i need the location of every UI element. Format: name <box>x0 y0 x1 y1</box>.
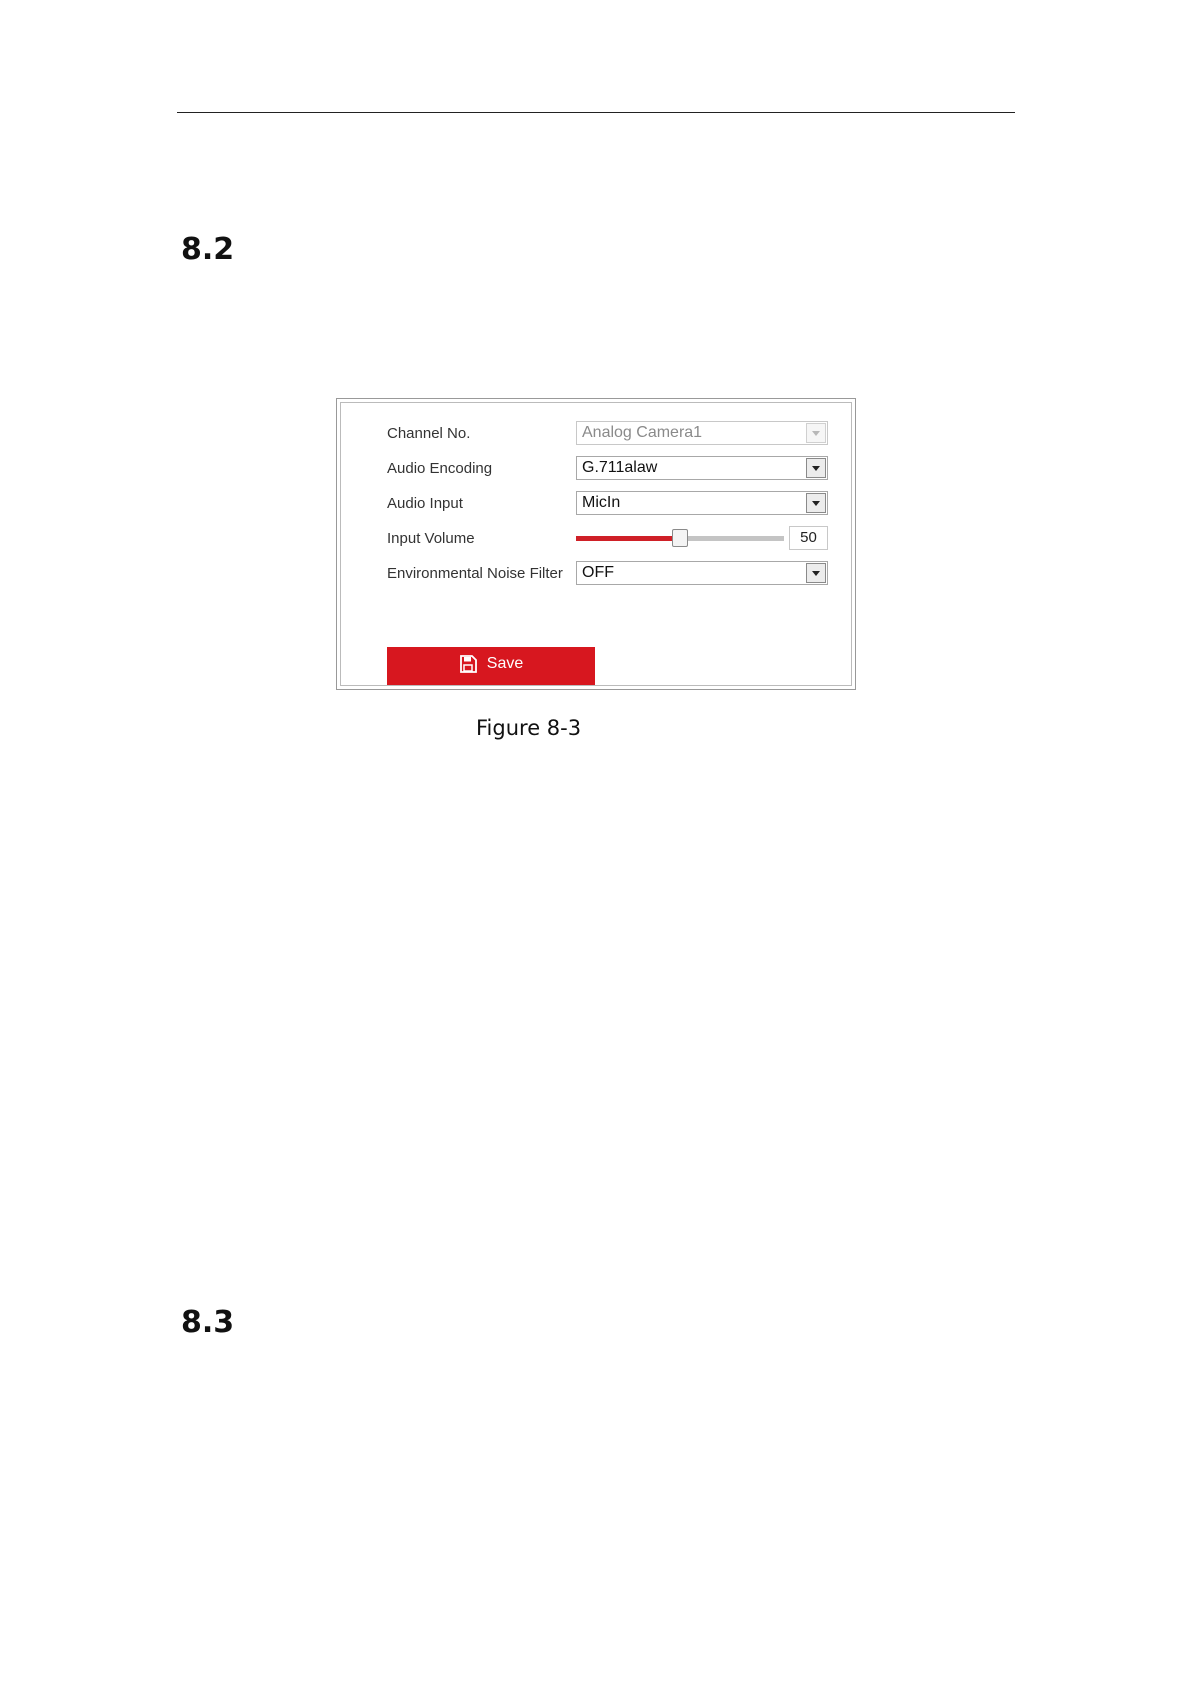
save-button[interactable] <box>387 647 595 685</box>
noise-filter-label: Environmental Noise Filter <box>387 565 563 582</box>
figure-caption: Figure 8-3 <box>476 716 582 740</box>
header-rule <box>177 112 1015 113</box>
chevron-down-icon[interactable] <box>806 493 826 513</box>
audio-input-select[interactable] <box>576 491 828 515</box>
noise-filter-value: OFF <box>582 564 614 581</box>
chevron-down-icon <box>806 423 826 443</box>
channel-no-label: Channel No. <box>387 425 471 442</box>
chevron-down-icon[interactable] <box>806 563 826 583</box>
audio-input-row <box>387 491 817 517</box>
floppy-disk-icon <box>459 655 477 673</box>
noise-filter-row <box>387 561 817 587</box>
channel-no-row <box>387 421 817 447</box>
save-button-label: Save <box>486 654 524 672</box>
noise-filter-select[interactable] <box>576 561 828 585</box>
input-volume-slider[interactable] <box>576 536 784 541</box>
input-volume-label: Input Volume <box>387 530 475 547</box>
audio-encoding-select[interactable] <box>576 456 828 480</box>
channel-no-select <box>576 421 828 445</box>
slider-handle[interactable] <box>672 529 688 547</box>
panel-inner-border <box>340 402 852 686</box>
input-volume-row <box>387 526 817 552</box>
slider-fill <box>576 536 680 541</box>
section-number: 8.2 <box>181 232 235 267</box>
audio-encoding-value: G.711alaw <box>582 459 658 476</box>
input-volume-value[interactable]: 50 <box>789 526 828 550</box>
audio-encoding-label: Audio Encoding <box>387 460 493 477</box>
audio-encoding-row <box>387 456 817 482</box>
chevron-down-icon[interactable] <box>806 458 826 478</box>
audio-settings-panel <box>336 398 856 690</box>
audio-input-label: Audio Input <box>387 495 463 512</box>
channel-no-value: Analog Camera1 <box>582 424 703 441</box>
section-number: 8.3 <box>181 1305 235 1340</box>
audio-input-value: MicIn <box>582 494 621 511</box>
save-button-content <box>459 655 523 673</box>
